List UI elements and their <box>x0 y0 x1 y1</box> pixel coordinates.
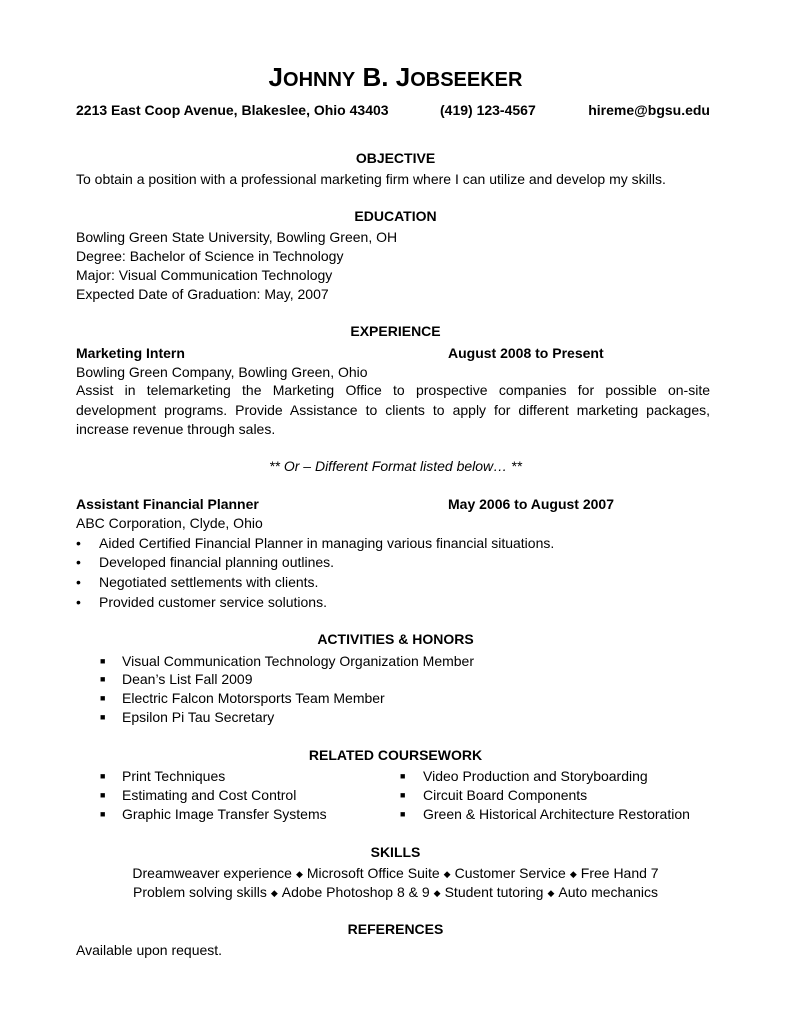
contact-email: hireme@bgsu.edu <box>588 102 710 118</box>
diamond-bullet-icon: ◆ <box>443 869 451 879</box>
skill-item: Dreamweaver experience <box>132 865 292 881</box>
square-bullet-icon: ■ <box>400 790 406 800</box>
job-bullet: Negotiated settlements with clients. <box>99 574 319 590</box>
experience-heading: EXPERIENCE <box>350 323 441 339</box>
skill-item: Auto mechanics <box>558 884 658 900</box>
job-bullet: Developed financial planning outlines. <box>99 554 335 570</box>
candidate-name: JOHNNY B. JOBSEEKER <box>268 62 523 92</box>
coursework-heading: RELATED COURSEWORK <box>308 747 483 763</box>
references-heading: REFERENCES <box>347 921 444 937</box>
diamond-bullet-icon: ◆ <box>569 869 577 879</box>
activity-item: Epsilon Pi Tau Secretary <box>122 709 275 725</box>
skill-item: Customer Service <box>454 865 566 881</box>
job-dates: May 2006 to August 2007 <box>448 496 614 512</box>
job-description: Assist in telemarketing the Marketing Office to prospective companies for possible on-site development programs. Provide Assistance to clients to apply for different marketing packages, increase revenue through sales. <box>76 382 710 437</box>
skills-row <box>0 864 791 884</box>
bullet-dot-icon: • <box>76 554 81 570</box>
coursework-item: Green & Historical Architecture Restoration <box>423 806 690 822</box>
skill-item: Student tutoring <box>444 884 544 900</box>
square-bullet-icon: ■ <box>100 712 106 722</box>
objective-text: To obtain a position with a professional marketing firm where I can utilize and develop my skills. <box>76 171 666 187</box>
coursework-item: Circuit Board Components <box>423 787 588 803</box>
activity-item: Electric Falcon Motorsports Team Member <box>122 690 385 706</box>
objective-heading: OBJECTIVE <box>355 150 436 166</box>
activity-item: Visual Communication Technology Organization Member <box>122 653 474 669</box>
square-bullet-icon: ■ <box>400 771 406 781</box>
activity-item: Dean’s List Fall 2009 <box>122 671 253 687</box>
skill-item: Free Hand 7 <box>580 865 659 881</box>
square-bullet-icon: ■ <box>100 771 106 781</box>
coursework-item: Video Production and Storyboarding <box>423 768 648 784</box>
bullet-dot-icon: • <box>76 574 81 590</box>
coursework-item: Print Techniques <box>122 768 226 784</box>
square-bullet-icon: ■ <box>100 656 106 666</box>
format-note: ** Or – Different Format listed below… ** <box>269 458 522 474</box>
job-company: Bowling Green Company, Bowling Green, Ohio <box>76 364 368 380</box>
bullet-dot-icon: • <box>76 535 81 551</box>
skill-item: Problem solving skills <box>133 884 267 900</box>
skills-row <box>0 883 791 903</box>
diamond-bullet-icon: ◆ <box>547 888 555 898</box>
education-line: Expected Date of Graduation: May, 2007 <box>76 286 329 302</box>
square-bullet-icon: ■ <box>100 790 106 800</box>
job-bullet: Aided Certified Financial Planner in managing various financial situations. <box>99 535 555 551</box>
square-bullet-icon: ■ <box>100 693 106 703</box>
activities-heading: ACTIVITIES & HONORS <box>317 631 474 647</box>
bullet-dot-icon: • <box>76 594 81 610</box>
education-line: Bowling Green State University, Bowling Green, OH <box>76 229 398 245</box>
skill-item: Microsoft Office Suite <box>306 865 440 881</box>
job-title: Marketing Intern <box>76 345 185 361</box>
skills-heading: SKILLS <box>370 844 421 860</box>
square-bullet-icon: ■ <box>100 809 106 819</box>
skill-item: Adobe Photoshop 8 & 9 <box>281 884 430 900</box>
job-bullet: Provided customer service solutions. <box>99 594 327 610</box>
contact-phone: (419) 123-4567 <box>440 102 536 118</box>
references-text: Available upon request. <box>76 942 223 958</box>
diamond-bullet-icon: ◆ <box>270 888 278 898</box>
coursework-item: Graphic Image Transfer Systems <box>122 806 327 822</box>
contact-address: 2213 East Coop Avenue, Blakeslee, Ohio 43403 <box>76 102 389 118</box>
education-line: Degree: Bachelor of Science in Technology <box>76 248 344 264</box>
education-heading: EDUCATION <box>354 208 437 224</box>
job-company: ABC Corporation, Clyde, Ohio <box>76 515 263 531</box>
job-title: Assistant Financial Planner <box>76 496 259 512</box>
square-bullet-icon: ■ <box>100 674 106 684</box>
diamond-bullet-icon: ◆ <box>295 869 303 879</box>
education-line: Major: Visual Communication Technology <box>76 267 333 283</box>
job-dates: August 2008 to Present <box>448 345 604 361</box>
square-bullet-icon: ■ <box>400 809 406 819</box>
diamond-bullet-icon: ◆ <box>433 888 441 898</box>
coursework-item: Estimating and Cost Control <box>122 787 297 803</box>
